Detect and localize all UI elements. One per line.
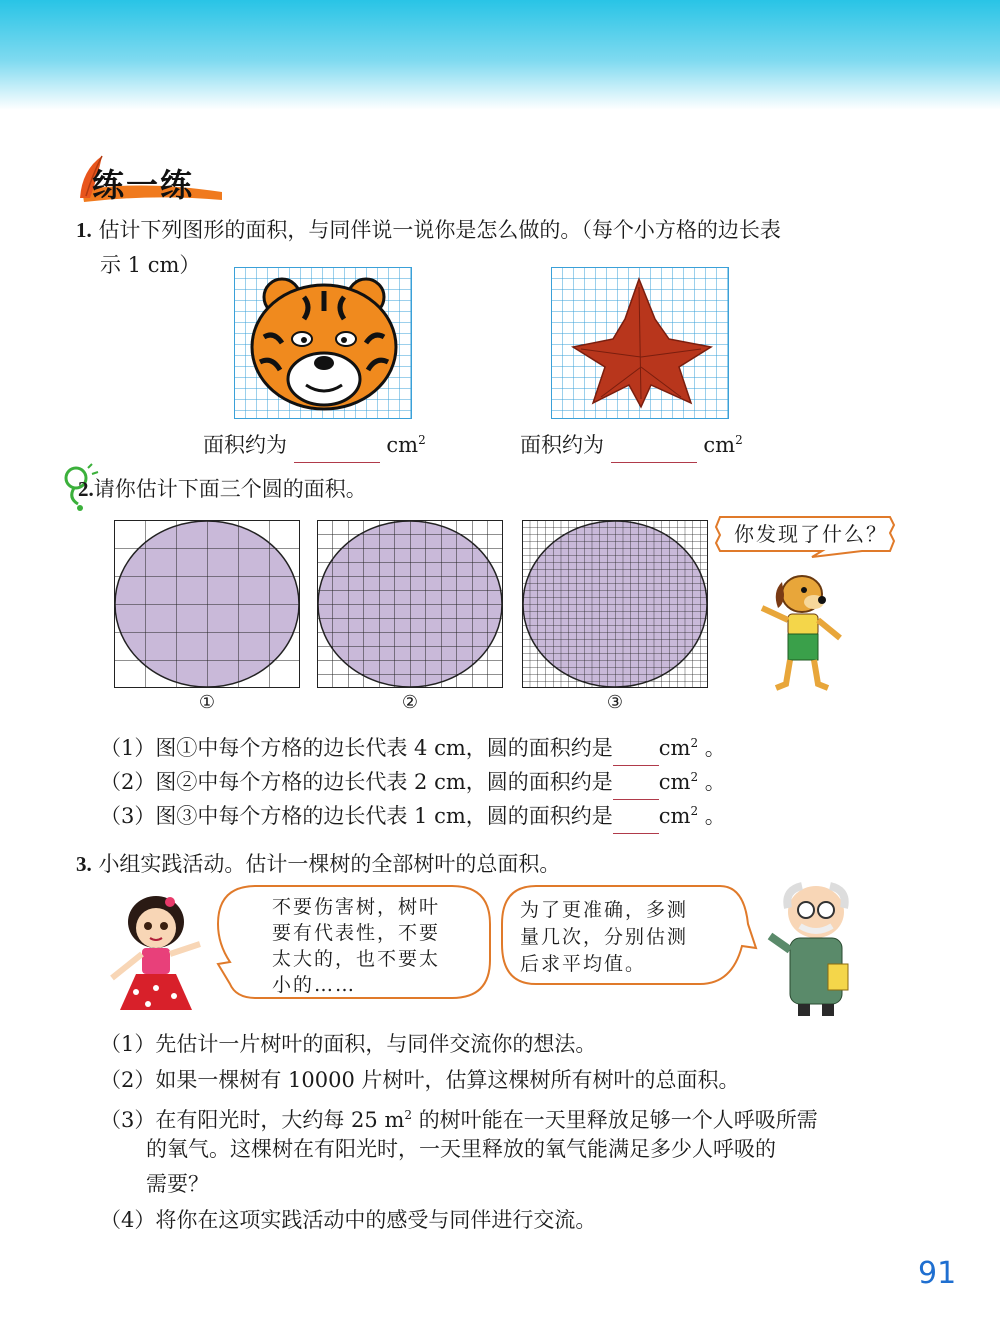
- q1-text: [76, 213, 781, 247]
- item-end: 。: [704, 770, 726, 794]
- answer-blank[interactable]: [613, 799, 659, 834]
- unit-sup: 2: [690, 770, 699, 784]
- professor-character: [760, 880, 870, 1020]
- answer-blank-leaf[interactable]: [611, 428, 697, 463]
- q2-number: 2.: [78, 477, 94, 501]
- circle-grid-3: [522, 520, 708, 688]
- page-number: 91: [918, 1256, 957, 1291]
- unit-sup: 2: [690, 736, 699, 750]
- item-text: 如果一棵树有 10000 片树叶，估算这棵树所有树叶的总面积。: [155, 1068, 740, 1092]
- unit-sup: 2: [404, 1108, 413, 1122]
- unit-sup: 2: [418, 433, 426, 447]
- speech-line: 后求平均值。: [520, 953, 647, 975]
- maple-leaf-icon: [551, 267, 729, 419]
- unit-label: cm: [658, 736, 691, 760]
- item-number: （2）: [100, 770, 156, 794]
- circle-label-1: ①: [198, 692, 216, 713]
- girl-speech-text: [272, 894, 440, 998]
- item-number: （1）: [100, 736, 156, 760]
- unit-label: cm: [703, 433, 736, 457]
- tiger-grid-figure: [234, 267, 412, 419]
- item-text: 图①中每个方格的边长代表 4 cm，圆的面积约是: [155, 736, 613, 760]
- girl-character: [96, 892, 216, 1024]
- item-text: 图③中每个方格的边长代表 1 cm，圆的面积约是: [155, 804, 613, 828]
- unit-label: cm: [658, 770, 691, 794]
- item-number: （4）: [100, 1208, 156, 1232]
- q3-item-3-line2: 的氧气。这棵树在有阳光时，一天里释放的氧气能满足多少人呼吸的: [146, 1137, 776, 1161]
- speech-line: 小的……: [272, 974, 357, 996]
- unit-sup: 2: [690, 804, 699, 818]
- item-end: 。: [704, 736, 726, 760]
- q3-item-3-line3: 需要？: [146, 1172, 209, 1196]
- dog-speech-text: 你发现了什么？: [734, 522, 888, 546]
- item-text: 在有阳光时，大约每 25 m: [155, 1108, 405, 1132]
- q3-item-1: [100, 1027, 596, 1061]
- q2-text: [78, 472, 367, 506]
- girl-icon: [96, 892, 216, 1024]
- header-band: [0, 0, 1000, 110]
- item-number: （3）: [100, 804, 156, 828]
- circle-grid-1: [114, 520, 300, 688]
- q3-item-2: [100, 1063, 740, 1097]
- speech-line: 要有代表性，不要: [272, 922, 441, 944]
- circle-label-3: ③: [606, 692, 624, 713]
- tiger-icon: [234, 267, 412, 419]
- q3-text: [76, 847, 560, 881]
- item-text: 将你在这项实践活动中的感受与同伴进行交流。: [155, 1208, 597, 1232]
- q1-text-line1: 估计下列图形的面积，与同伴说一说你是怎么做的。（每个小方格的边长表: [98, 218, 781, 242]
- q3-number: 3.: [76, 852, 92, 876]
- item-end: 。: [704, 804, 726, 828]
- q1-answer-tiger: [203, 423, 426, 463]
- circle-grid-2: [317, 520, 503, 688]
- q1-number: 1.: [76, 218, 92, 242]
- q1-text-line2: 示 1 cm）: [100, 253, 201, 277]
- answer-prefix: 面积约为: [520, 433, 604, 457]
- dog-icon: [752, 568, 848, 696]
- speech-line: 为了更准确，多测: [520, 899, 689, 921]
- leaf-grid-figure: [551, 267, 729, 419]
- q1-answer-leaf: [520, 423, 743, 463]
- item-text: 的树叶能在一天里释放足够一个人呼吸所需: [412, 1108, 818, 1132]
- man-speech-text: [520, 897, 688, 978]
- professor-icon: [760, 880, 870, 1020]
- item-number: （3）: [100, 1108, 156, 1132]
- q2-text-body: 请你估计下面三个圆的面积。: [93, 477, 367, 501]
- item-text: 图②中每个方格的边长代表 2 cm，圆的面积约是: [155, 770, 613, 794]
- circle-label-2: ②: [401, 692, 419, 713]
- speech-line: 量几次，分别估测: [520, 926, 689, 948]
- q3-text-body: 小组实践活动。估计一棵树的全部树叶的总面积。: [98, 852, 561, 876]
- unit-label: cm: [386, 433, 419, 457]
- speech-line: 太大的，也不要太: [272, 948, 441, 970]
- q3-item-4: [100, 1203, 596, 1237]
- unit-sup: 2: [735, 433, 743, 447]
- speech-line: 不要伤害树，树叶: [272, 896, 441, 918]
- q2-item-3: [100, 794, 726, 834]
- answer-blank-tiger[interactable]: [294, 428, 380, 463]
- answer-prefix: 面积约为: [203, 433, 287, 457]
- dog-character: [752, 568, 848, 696]
- item-number: （2）: [100, 1068, 156, 1092]
- item-text: 先估计一片树叶的面积，与同伴交流你的想法。: [155, 1032, 597, 1056]
- section-title: 练一练: [92, 166, 195, 204]
- item-number: （1）: [100, 1032, 156, 1056]
- unit-label: cm: [658, 804, 691, 828]
